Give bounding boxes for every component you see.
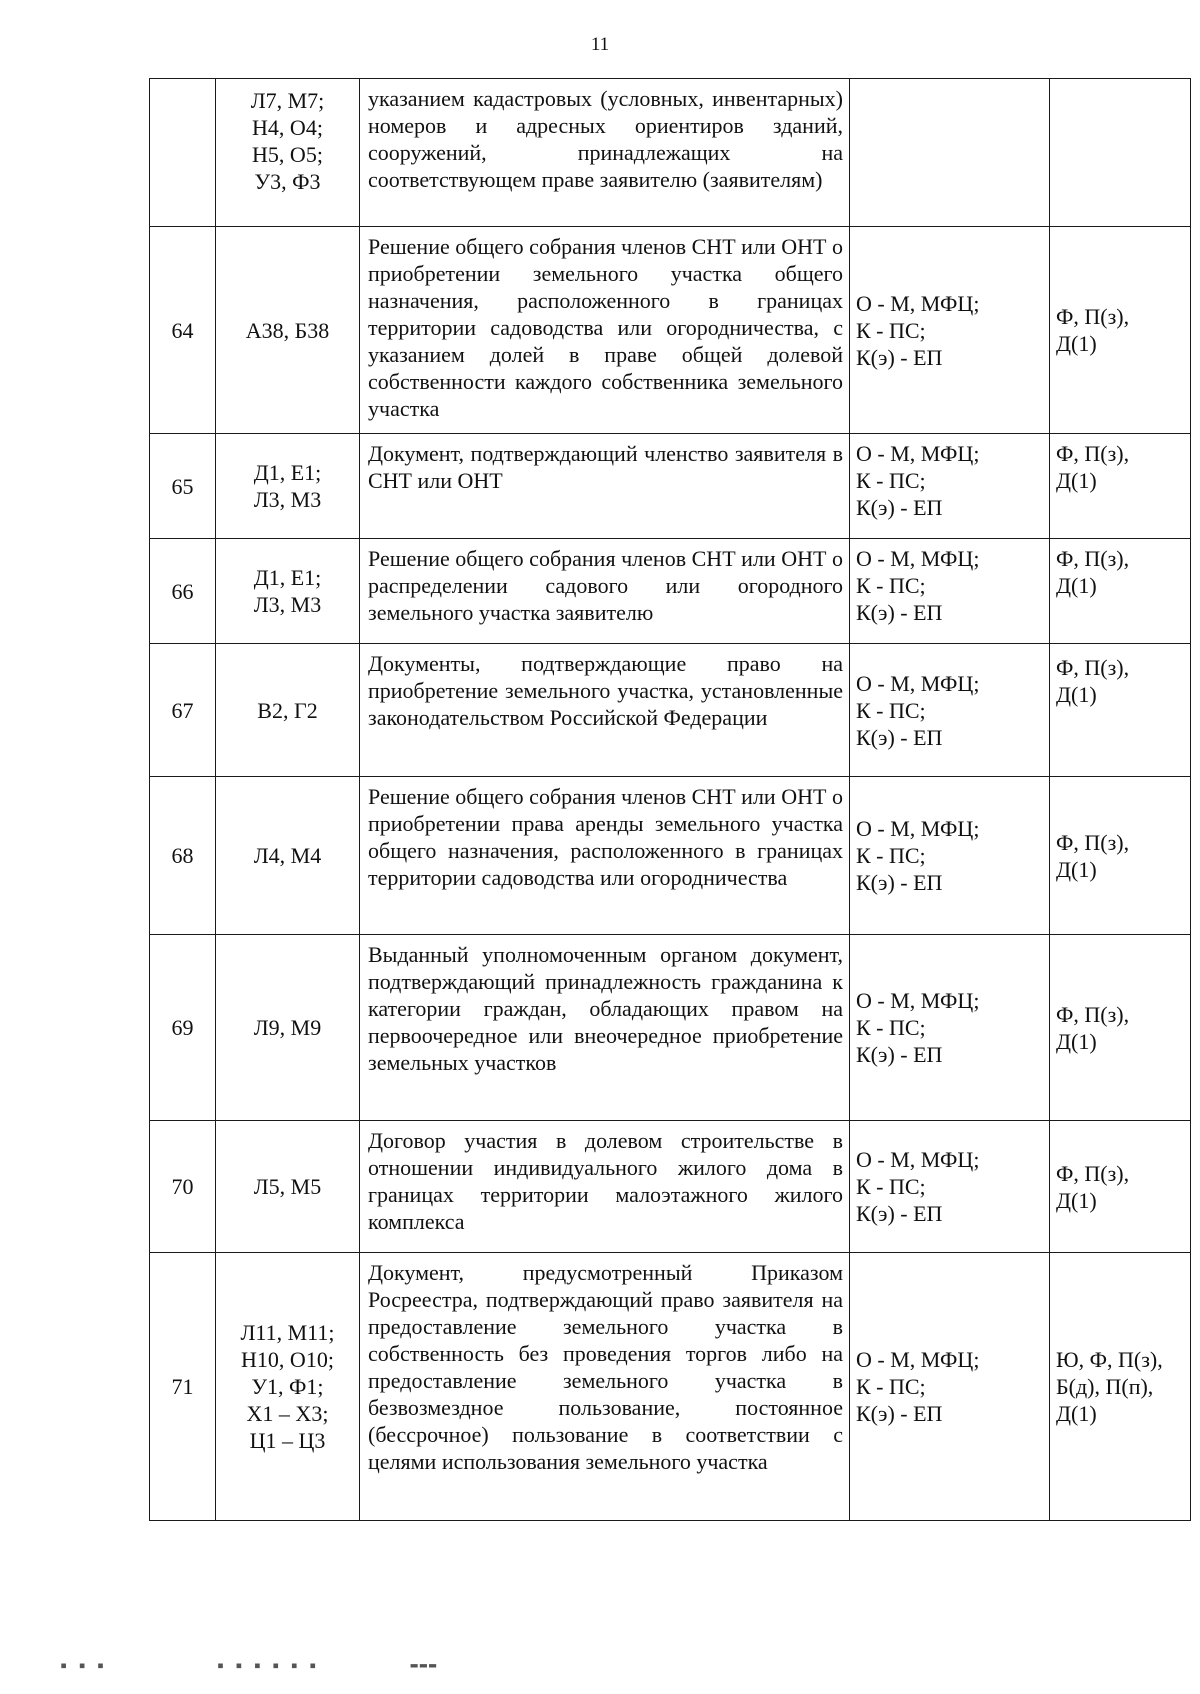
submission-place-cell bbox=[850, 1121, 1050, 1253]
table-row bbox=[150, 935, 1191, 1121]
document-form-cell bbox=[1050, 539, 1191, 644]
submission-place-cell bbox=[850, 777, 1050, 935]
row-number-cell: 70 bbox=[150, 1121, 216, 1253]
table-row bbox=[150, 434, 1191, 539]
code-line: Н10, О10; bbox=[241, 1347, 334, 1372]
code-line: Ц1 – Ц3 bbox=[249, 1428, 326, 1453]
code-line: Л3, М3 bbox=[253, 592, 322, 617]
place-line: К(э) - ЕП bbox=[856, 344, 943, 370]
submission-place-cell bbox=[850, 434, 1050, 539]
place-line: К(э) - ЕП bbox=[856, 495, 943, 520]
document-form-cell bbox=[1050, 935, 1191, 1121]
submission-place-cell bbox=[850, 644, 1050, 777]
place-line: К - ПС; bbox=[856, 317, 926, 343]
form-line: Д(1) bbox=[1056, 1401, 1097, 1426]
row-number-cell: 67 bbox=[150, 644, 216, 777]
table-row bbox=[150, 1253, 1191, 1521]
form-line: Ю, Ф, П(з), bbox=[1056, 1347, 1163, 1372]
form-line: Ф, П(з), bbox=[1056, 304, 1130, 329]
document-form-cell bbox=[1050, 644, 1191, 777]
place-line: К(э) - ЕП bbox=[856, 1401, 943, 1426]
code-line: Л3, М3 bbox=[253, 487, 322, 512]
place-line: К - ПС; bbox=[856, 1374, 926, 1399]
document-name-cell: Документ, подтверждающий членство заявителя в СНТ или ОНТ bbox=[360, 434, 850, 539]
row-number-cell: 64 bbox=[150, 227, 216, 434]
place-line: К(э) - ЕП bbox=[856, 870, 943, 895]
document-form-cell bbox=[1050, 434, 1191, 539]
document-name-cell: Документы, подтверждающие право на приобретение земельного участка, установленные законодательством Российской Федерации bbox=[360, 644, 850, 777]
page-number: 11 bbox=[590, 34, 610, 55]
document-form-cell bbox=[1050, 777, 1191, 935]
code-cell bbox=[216, 539, 360, 644]
code-line: Л4, М4 bbox=[253, 843, 322, 868]
code-line: У1, Ф1; bbox=[251, 1374, 324, 1399]
place-line: К - ПС; bbox=[856, 573, 926, 598]
code-line: У3, Ф3 bbox=[254, 169, 321, 194]
place-line: О - М, МФЦ; bbox=[856, 816, 980, 841]
form-line: Ф, П(з), bbox=[1056, 829, 1130, 855]
form-line: Ф, П(з), bbox=[1056, 1160, 1130, 1186]
place-line: О - М, МФЦ; bbox=[856, 441, 980, 466]
form-line: Ф, П(з), bbox=[1056, 655, 1130, 680]
place-line: О - М, МФЦ; bbox=[856, 546, 980, 571]
code-cell bbox=[216, 434, 360, 539]
place-line: К - ПС; bbox=[856, 1015, 926, 1040]
code-cell bbox=[216, 227, 360, 434]
document-name-cell: Документ, предусмотренный Приказом Росреестра, подтверждающий право заявителя на предоставление земельного участка в собственность без проведения торгов либо на предоставление земельного участка в безвозмездное пользование, постоянное (бессрочное) пользование в соответствии с целями использования земельного участка bbox=[360, 1253, 850, 1521]
row-number-cell bbox=[150, 79, 216, 227]
code-cell bbox=[216, 777, 360, 935]
place-line: О - М, МФЦ; bbox=[856, 290, 980, 316]
table-row bbox=[150, 227, 1191, 434]
document-name-cell: Решение общего собрания членов СНТ или ОНТ о приобретении земельного участка общего назначения, расположенного в границах территории садоводства или огородничества, с указанием долей в праве общей долевой собственности каждого собственника земельного участка bbox=[360, 227, 850, 434]
documents-table bbox=[149, 78, 1191, 1521]
code-line: А38, Б38 bbox=[245, 317, 330, 343]
row-number-cell: 69 bbox=[150, 935, 216, 1121]
place-line: К - ПС; bbox=[856, 843, 926, 868]
submission-place-cell bbox=[850, 79, 1050, 227]
form-line: Ф, П(з), bbox=[1056, 546, 1130, 571]
code-line: Н5, О5; bbox=[252, 142, 323, 167]
form-line: Д(1) bbox=[1056, 331, 1097, 356]
code-line: Л9, М9 bbox=[253, 1015, 322, 1040]
submission-place-cell bbox=[850, 1253, 1050, 1521]
document-name-cell: Договор участия в долевом строительстве в отношении индивидуального жилого дома в границах территории малоэтажного жилого комплекса bbox=[360, 1121, 850, 1253]
document-form-cell bbox=[1050, 1253, 1191, 1521]
code-line: Л5, М5 bbox=[253, 1174, 322, 1199]
row-number-cell: 68 bbox=[150, 777, 216, 935]
submission-place-cell bbox=[850, 227, 1050, 434]
place-line: О - М, МФЦ; bbox=[856, 670, 980, 696]
form-line: Д(1) bbox=[1056, 856, 1097, 882]
code-cell bbox=[216, 1121, 360, 1253]
form-line: Д(1) bbox=[1056, 468, 1097, 493]
row-number-cell: 71 bbox=[150, 1253, 216, 1521]
scan-artifact-marks: ▪ ▪ ▪ ▪ ▪ ▪ ▪ ▪ ▪ ▬▬▬ bbox=[60, 1658, 439, 1672]
place-line: К - ПС; bbox=[856, 468, 926, 493]
place-line: К - ПС; bbox=[856, 1174, 926, 1199]
form-line: Ф, П(з), bbox=[1056, 1001, 1130, 1027]
form-line: Б(д), П(п), bbox=[1056, 1374, 1154, 1399]
document-name-cell: Выданный уполномоченным органом документ, подтверждающий принадлежность гражданина к категории граждан, обладающих правом на первоочередное или внеочередное приобретение земельных участков bbox=[360, 935, 850, 1121]
table-row bbox=[150, 1121, 1191, 1253]
code-line: Д1, Е1; bbox=[253, 460, 322, 485]
submission-place-cell bbox=[850, 539, 1050, 644]
table-row bbox=[150, 777, 1191, 935]
place-line: О - М, МФЦ; bbox=[856, 1147, 980, 1172]
code-line: Л11, М11; bbox=[240, 1320, 335, 1345]
code-line: Х1 – Х3; bbox=[246, 1401, 329, 1426]
row-number-cell: 65 bbox=[150, 434, 216, 539]
place-line: К - ПС; bbox=[856, 697, 926, 723]
code-line: Д1, Е1; bbox=[253, 565, 322, 590]
document-name-cell: Решение общего собрания членов СНТ или ОНТ о приобретении права аренды земельного участка общего назначения, расположенного в границах территории садоводства или огородничества bbox=[360, 777, 850, 935]
place-line: К(э) - ЕП bbox=[856, 1042, 943, 1067]
form-line: Д(1) bbox=[1056, 573, 1097, 598]
document-name-cell: Решение общего собрания членов СНТ или ОНТ о распределении садового или огородного земельного участка заявителю bbox=[360, 539, 850, 644]
document-form-cell bbox=[1050, 79, 1191, 227]
form-line: Ф, П(з), bbox=[1056, 441, 1130, 466]
table-row bbox=[150, 644, 1191, 777]
document-form-cell bbox=[1050, 1121, 1191, 1253]
code-line: В2, Г2 bbox=[257, 697, 318, 723]
document-form-cell bbox=[1050, 227, 1191, 434]
code-cell bbox=[216, 1253, 360, 1521]
submission-place-cell bbox=[850, 935, 1050, 1121]
code-cell bbox=[216, 79, 360, 227]
document-name-cell: указанием кадастровых (условных, инвентарных) номеров и адресных ориентиров зданий, сооружений, принадлежащих на соответствующем праве заявителю (заявителям) bbox=[360, 79, 850, 227]
place-line: К(э) - ЕП bbox=[856, 1201, 943, 1226]
form-line: Д(1) bbox=[1056, 1187, 1097, 1213]
code-line: Н4, О4; bbox=[252, 115, 323, 140]
code-line: Л7, М7; bbox=[250, 88, 325, 113]
place-line: О - М, МФЦ; bbox=[856, 1347, 980, 1372]
code-cell bbox=[216, 935, 360, 1121]
place-line: К(э) - ЕП bbox=[856, 600, 943, 625]
place-line: О - М, МФЦ; bbox=[856, 988, 980, 1013]
form-line: Д(1) bbox=[1056, 1028, 1097, 1054]
form-line: Д(1) bbox=[1056, 682, 1097, 707]
row-number-cell: 66 bbox=[150, 539, 216, 644]
table-row bbox=[150, 79, 1191, 227]
place-line: К(э) - ЕП bbox=[856, 724, 943, 750]
code-cell bbox=[216, 644, 360, 777]
table-row bbox=[150, 539, 1191, 644]
